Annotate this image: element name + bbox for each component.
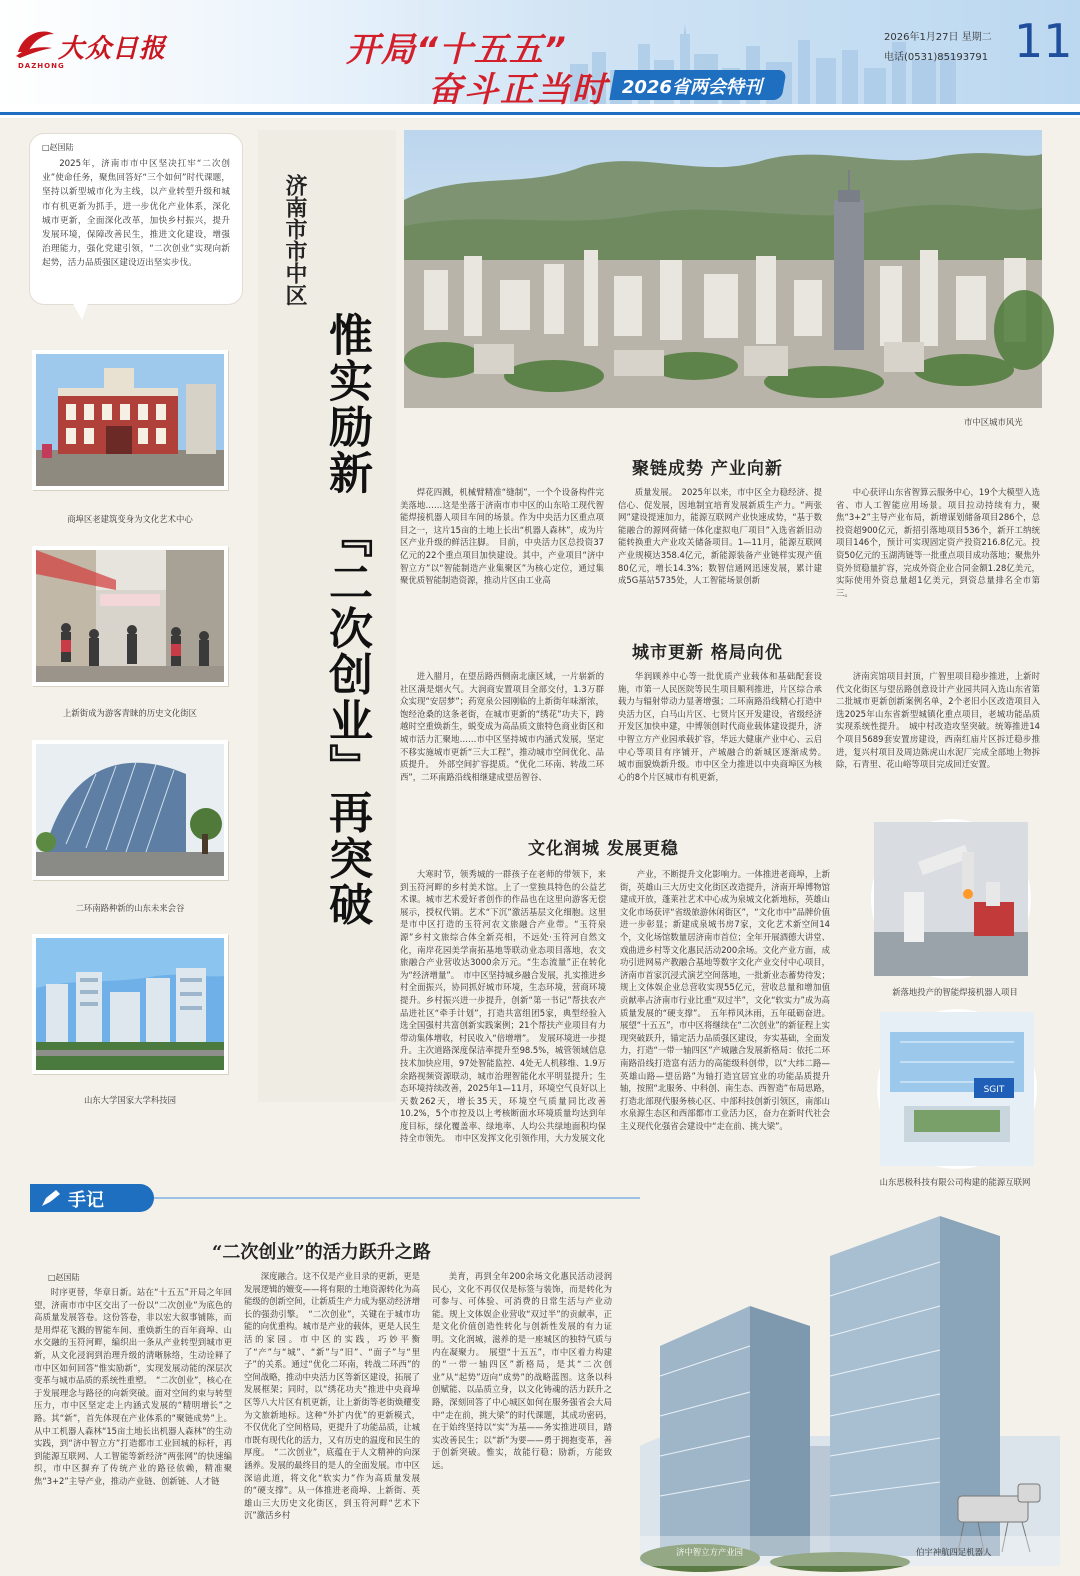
- pen-icon: [40, 1188, 62, 1208]
- section3-col2: 产业，不断提升文化影响力。一体推进老商埠，上新街，英雄山三大历史文化街区改造提升，济南开埠博物馆建成开放，蓬莱社艺术中心成为泉城文化新地标，英雄山文化市场获评“省级旅游休闲街区”，“文化市中”品牌价值进一步彰显；新建成泉城书房7家，文化艺术新空间14个，文化场馆数量居济南市首位；全年开展酒德大讲堂、戏曲进乡村等文化惠民活动200余场。文化产业方面，成功引进网易产教融合基地等数字文化产业交付中心项目，济南市首家沉浸式演艺空间落地，一批新业态蓄势待发；规上文体娱企业总营收实现55亿元，营收总量和增加值贡献率占济南市行业比重“双过半”，文化“软实力”成为高质量发展的“硬支撑”。 五年栉风沐雨，五年砥砺奋进。展望“十五五”，市中区将继续在“二次创业”的新征程上实现突破跃升，锚定活力品质强区建设，夯实基础，全面发力，打造“一带一轴四区”产城融合发展新格局：依托二环南路沿线打造富有活力的高能级科创带，以“大纬二路—英雄山路—望岳路”为轴打造宜居宜业的功能品质提升轴，按照“北服务、中科创、南生态、西智造”布局思路，打造北部现代服务核心区、中部科技创新引领区，南部山水泉源生态区和西部都市工业活力区，奋力在新时代社会主义现代化强省会建设中“走在前、挑大梁”。: [620, 869, 830, 1131]
- caption-main-photo: 市中区城市风光: [964, 417, 1023, 427]
- section1-col3: 中心获评山东省智算云服务中心，19个大模型入选省、市人工智能应用场景。项目拉动持续有力，聚焦“3+2”主导产业布局，新增谋划储备项目286个，总投资超900亿元，新招引落地项目536个，新开工纳统项目146个，预计可实现固定资产投资216.8亿元。投资50亿元的玉湖湾链等一批重点项目成功落地；聚焦外资外贸稳量扩容，完成外资企业合同金额1.28亿美元，实际使用外资总量超1亿美元，到资总量排名全市第三。: [836, 487, 1040, 598]
- caption-right-photo1: 新落地投产的智能焊接机器人项目: [892, 987, 1018, 997]
- intro-author: □赵国陆: [42, 143, 74, 152]
- caption-photo4: 山东大学国家大学科技园: [83, 1095, 177, 1105]
- photo-industrial-park: [640, 1196, 1060, 1566]
- photo-future-valley: [36, 744, 224, 876]
- section1-col2: 质量发展。 2025年以来，市中区全力稳经济、提信心、促发展，因地制宜培育发展新质生产力。“两张网”建设提速加力，能源互联网产业快速成势，“基于数能融合的源网荷储一体化虚拟电厂项目”入选省新旧动能转换重大产业攻关储备项目。1—11月，能源互联网产业规模达358.4亿元，新能源装备产业链样实现产值80亿元，增长14.3%；数智信通网迅速发展，累计建成5G基站5735处，人工智能场景创新: [618, 487, 822, 586]
- photo-frame-3: [32, 740, 228, 880]
- section2-col2: 华润顾养中心等一批优质产业载体和基础配套设施，市第一人民医院等民生项目顺利推进，片区综合承载力与辐射带动力显著增强；二环南路沿线精心打造中央活力区，白马山片区、七贤片区开发建设，省级经济开发区加快申建，中博领创时代商业载体建设提升，济中智立方产业园承载扩容，华远大健康产业中心、云启中心等项目有序铺开，产城融合的新城区逐渐成势。 城市面貌焕新升级。市中区全力推进以中央商埠区为核心的8个片区城市有机更新，: [618, 671, 831, 782]
- photo-frame-1: [32, 350, 228, 490]
- essay-col3: 美育，再到全年200余场文化惠民活动浸润民心，文化不再仅仅是标签与装饰，而是转化为可参与、可体验、可消费的日常生活与产业动能。规上文体娱企业营收“双过半”的贡献率，正是文化价值创造性转化与创新性发展的有力证明。文化润城，滋养的是一座城区的独特气质与内在凝聚力。 展望“十五五”，市中区着力构建的“一带一轴四区”新格局，是其“二次创业”从“起势”迈向“成势”的战略蓝图。这条以科创赋能、以品质立身，以文化铸魂的活力跃升之路，深刻回答了中心城区如何在服务强省会大局中“走在前，挑大梁”的时代课题，其成功密码，在于始终坚持以“实”为基——务实推进项目，踏实改善民生；以“新”为要——勇于拥抱变革，善于创新突破。惟实，故能行稳；励新，方能致远。: [432, 1271, 612, 1470]
- photo-science-park: [36, 938, 224, 1070]
- district-title: 济南市市中区: [282, 174, 308, 306]
- caption-photo1: 商埠区老建筑变身为文化艺术中心: [67, 514, 193, 524]
- issue-date: 2026年1月27日 星期二: [884, 32, 992, 43]
- headline-line2: 奋斗正当时: [428, 70, 608, 110]
- header-rule: [0, 112, 1080, 115]
- photo-city-panorama: [404, 130, 1042, 408]
- section2-col1: 进入腊月，在望岳路西侧南北康区域，一片崭新的社区满是烟火气。大润商安置项目全部交付，1.3万群众实现“安居梦”；药宽泉公园刚临的上新街年味渐浓，饱经沧桑的这条老街，在城市更新的“绣花”功夫下，跨越时空重焕新生，蜕变成为高品质文旅特色商业街区和城市活力汇聚地……市中区坚持城市内涵式发展，坚定不移实施城市更新“三大工程”，推动城市空间优化、品质提升。 外部空间扩容提质。“优化二环南、转战二环西”，二环南路沿线相继建成望岳智谷、: [400, 671, 604, 782]
- page-number: 11: [1014, 14, 1073, 68]
- special-issue-tag-text: 2026省两会特刊: [621, 77, 762, 98]
- photo-welding-robot: [874, 822, 1028, 976]
- photo-shangxin-street: [36, 550, 224, 682]
- section2-col3: 济南宾馆项目封顶，广智里项目稳步推进，上新时代文化街区与望岳路创意设计产业园共同入选山东省第二批城市更新创新案例名单，2个老旧小区改造项目入选2025年山东省新型城镇化重点项目，老城功能品质实现系统性提升。 城中村改造攻坚突破。统筹推进14个项目5689套安置房建设，西南红庙片区拆迁稳步推进，复兴村项目及周边陈虎山水泥厂完成全部地上物拆除，石青里、花山峪等项目完成回迁安置。: [836, 671, 1040, 770]
- section3-col1: 大寒时节，领秀城的一群孩子在老师的带领下，来到玉符河畔的乡村美术馆。上了一堂独具特色的公益艺术课。城市艺术爱好者创作的作品也在这里向游客无偿展示，授权代销。艺术“下沉”激活基层文化细胞。这里是市中区打造的玉符河农文旅融合产业带。“玉符泉源”乡村文旅综合体全新亮相，不远处·玉符河自然文化，南岸花园美学南拓基地等联动业态项目落地，农文旅融合产业营收达3000余万元。“生态流量”正在转化为“经济增量”。 市中区坚持城乡融合发展，扎实推进乡村全面振兴，协同抓好城市环境，生态环境，营商环境提升。乡村振兴进一步提升，创新“第一书记”帮扶农产品进社区“牵手计划”，打造共富组团5家，典型经验入选全国强村共富创新实践案例；21个帮扶产业项目有力带动集体增收，村民收入“倍增增”。 发展环境进一步提升。主次道路深度保洁率提升至98.5%，城管领域信息技术加快应用，97处智能监控、4处无人机移维、1.9万余路视频资源联动，城市治理智能化水平明显提升；生态环境持续改善，2025年1—11月，环境空气良好以上天数262天，增长35天，环境空气质量同比改善10.2%，5个市控及以上考核断面水环境质量均达到年度目标，绿化覆盖率、绿地率、人均公共绿地面积均保持全市领先。 市中区发挥文化引领作用，大力发展文化: [400, 869, 606, 1144]
- shouji-label-text: 手记: [68, 1190, 104, 1211]
- essay-col1: 时序更替，华章日新。站在“十五五”开局之年回望，济南市市中区交出了一份以“二次创业”为底色的高质量发展答卷。这份答卷，非以宏大叙事铺陈，而是用焊花飞溅的智能车间、重焕新生的百年商埠、山水交融的玉符河畔，编织出一条从产业转型到城市更新，从文化浸润到治理升级的清晰脉络，生动诠释了市中区如何回答“惟实励新”，实现发展动能的深层次变革与城市品质的系统性重塑。 “二次创业”，核心在于发展理念与路径的向新突破。面对空间约束与转型压力，市中区坚定走上内涵式发展的“精明增长”之路。其“新”，首先体现在产业体系的“聚链成势”上。从中工机器人森林“15亩土地长出机器人森林”的生动实践，到“济中智立方”打造都市工业回城的标杆，再到能源互联网、人工智能等新经济“两张网”的快速编织，市中区摒弃了传统产业的路径依赖，精准聚焦“3+2”主导产业，推动产业链、创新链、人才链: [34, 1287, 232, 1486]
- photo-old-building: [36, 354, 224, 486]
- newspaper-logo-sub: DAZHONG: [18, 62, 65, 70]
- newspaper-logo-icon: [14, 26, 56, 60]
- intro-box-tail: [70, 298, 90, 320]
- newspaper-logo-text: 大众日报: [58, 34, 167, 64]
- shouji-label: [30, 1184, 154, 1212]
- special-issue-tag: [609, 70, 786, 100]
- intro-text: 2025年，济南市市中区坚决扛牢“二次创业”使命任务，聚焦回答好“三个如何”时代课题，坚持以新型城市化为主线，以产业转型升级和城市有机更新为抓手，进一步优化产业体系，深化城市更新，全面深化改革，加快乡村振兴，提升发展环境，保障改善民生，推进文化建设，增强治理能力，强化党建引领，“二次创业”实现向新起势，活力品质强区建设迈出坚实步伐。: [42, 159, 230, 269]
- photo-frame-4: [32, 934, 228, 1074]
- section1-heading: 聚链成势 产业向新: [632, 459, 783, 479]
- photo-energy-internet: [880, 1012, 1034, 1166]
- essay-col2: 深度融合。这不仅是产业目录的更新，更是发展逻辑的嬗变——将有限的土地资源转化为高能级的创新空间，让新质生产力成为驱动经济增长的强劲引擎。 “二次创业”，关键在于城市功能的向优重构。城市是产业的载体，更是人民生活的家园。市中区的实践，巧妙平衡了“产”与“城”、“新”与“旧”、“面子”与“里子”的关系。通过“优化二环南，转战二环西”的空间战略，推动中央活力区等新区建设，拓展了发展框架；同时，以“绣花功夫”推进中央商埠区等八大片区有机更新，让上新街等老街焕耀变为文旅新地标。这种“外扩内优”的更新模式，不仅优化了空间格局，更提升了功能品质，让城市既有现代化的活力，又有历史的温度和民生的厚度。 “二次创业”，底蕴在于人文精神的向深涵养。发展的最终目的是人的全面发展。市中区深谙此道，将文化“软实力”作为高质量发展的“硬支撑”。从一体推进老商埠、上新街、英雄山三大历史文化街区，到玉符河畔“艺术下沉”激活乡村: [244, 1271, 420, 1521]
- photo-frame-2: [32, 546, 228, 686]
- caption-photo2: 上新街成为游客青睐的历史文化街区: [63, 708, 197, 718]
- svg-text:SGIT: SGIT: [983, 1085, 1005, 1095]
- contact-phone: 电话(0531)85193791: [884, 52, 989, 63]
- intro-box: [30, 134, 242, 304]
- caption-right-photo2: 山东思极科技有限公司构建的能源互联网: [879, 1177, 1031, 1187]
- main-title: 惟实励新 『二次创业』再突破: [321, 312, 372, 928]
- headline-line1: 开局“十五五”: [346, 30, 567, 70]
- caption-robot: 伯宇神航四足机器人: [916, 1547, 992, 1557]
- section1-col1: 焊花四溅，机械臂精准“缝制”，一个个设备构件完美落地……这是坐落于济南市市中区的山东哈工现代智能焊接机器人项目车间的场景。作为中央活力区重点项目之一，这片15亩的土地上长出“机器人森林”，成为片区产业升级的鲜活注脚。 目前，中央活力区总投资37亿元的22个重点项目加快建设。其中，产业项目“济中智立方”以“智能制造产业集聚区”为核心定位，通过集聚优质智能制造资源，推动片区由工业高: [400, 487, 604, 586]
- section3-heading: 文化润城 发展更稳: [528, 839, 679, 859]
- section2-heading: 城市更新 格局向优: [632, 643, 783, 663]
- essay-author: □赵国陆: [48, 1273, 80, 1282]
- page-header: [0, 0, 1080, 118]
- essay-title: “二次创业”的活力跃升之路: [212, 1242, 431, 1263]
- caption-building: 济中智立方产业园: [676, 1547, 743, 1557]
- caption-photo3: 二环南路种新的山东未来会谷: [75, 903, 185, 913]
